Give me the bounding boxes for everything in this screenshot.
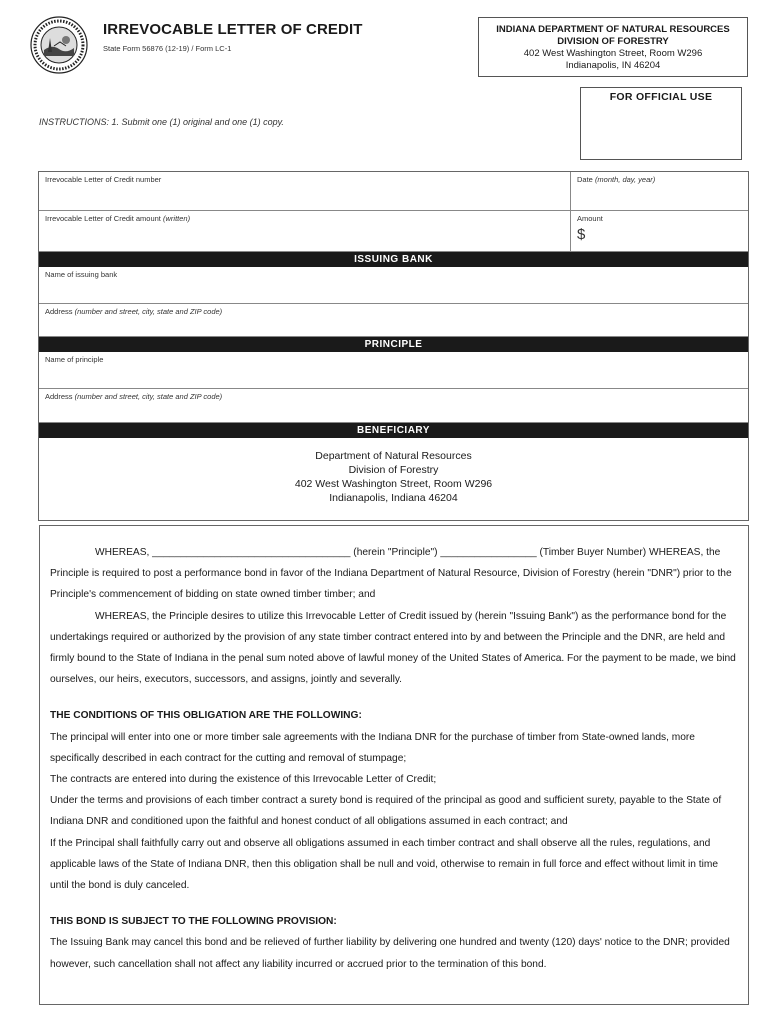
bond-terms-box — [39, 525, 749, 1005]
form-id: State Form 56876 (12-19) / Form LC-1 — [103, 44, 232, 53]
principle-name-label: Name of principle — [45, 355, 104, 364]
provision-text: The Issuing Bank may cancel this bond and be relieved of further liability by delivering one hundred and twenty (120) days' notice to the DNR; provided however, such cancellation shall not affect any liability incurred or accrued prior to the termination of this bond. — [50, 937, 730, 970]
principle-address-hint: (number and street, city, state and ZIP code) — [74, 392, 223, 401]
amount-written-field[interactable] — [39, 211, 571, 251]
bank-address-label: Address — [45, 307, 73, 316]
date-field[interactable] — [571, 172, 748, 210]
beneficiary-heading: BENEFICIARY — [39, 423, 748, 438]
condition-4: If the Principal shall faithfully carry out and observe all obligations assumed in each timber contract and shall observe all the rules, regulations, and applicable laws of the State of Indiana DNR, then this obligation shall be null and void, otherwise to remain in full force and effect without limit in time until the bond is duly canceled. — [50, 837, 719, 892]
conditions-heading: THE CONDITIONS OF THIS OBLIGATION ARE THE FOLLOWING: — [50, 710, 362, 722]
division-name: DIVISION OF FORESTRY — [557, 36, 669, 47]
bank-name-label: Name of issuing bank — [45, 270, 118, 279]
provision-heading: THIS BOND IS SUBJECT TO THE FOLLOWING PROVISION: — [50, 916, 337, 928]
dept-city: Indianapolis, IN 46204 — [565, 60, 661, 71]
amount-row — [39, 211, 748, 252]
state-seal-icon — [30, 16, 88, 74]
whereas-paragraph-1: WHEREAS, ___________________________________ (herein "Principle") _________________ (Timber Buyer Number) WHEREAS, the Principle is required to post a performance bond in favor of the Indiana Department of Natural Resource, Division of Forestry (herein "DNR") prior to the Principle's commencement of bidding on state owned timber timber; and — [50, 547, 732, 601]
official-use-label: FOR OFFICIAL USE — [609, 91, 713, 103]
bank-name-field[interactable] — [39, 267, 748, 304]
amount-label: Amount — [577, 214, 603, 223]
principle-address-field[interactable] — [39, 389, 748, 423]
condition-3: Under the terms and provisions of each timber contract a surety bond is required of the principal as good and sufficient surety, payable to the State of Indiana DNR and conditioned upon the faithful and honest conduct of all obligations assumed in each contract; and — [50, 795, 722, 828]
bank-address-hint: (number and street, city, state and ZIP code) — [74, 307, 223, 316]
beneficiary-line2: Division of Forestry — [348, 464, 439, 476]
beneficiary-address — [39, 438, 748, 505]
issuing-bank-heading: ISSUING BANK — [39, 252, 748, 267]
amount-written-hint: (written) — [163, 214, 191, 223]
bank-address-field[interactable] — [39, 304, 748, 337]
department-address-box — [478, 17, 748, 77]
beneficiary-block — [39, 438, 748, 520]
form-title: IRREVOCABLE LETTER OF CREDIT — [103, 21, 363, 38]
loc-number-row — [39, 172, 748, 211]
loc-number-label: Irrevocable Letter of Credit number — [45, 175, 162, 184]
date-hint: (month, day, year) — [594, 175, 656, 184]
principle-address-label-wrap — [39, 389, 748, 401]
form-grid — [38, 171, 749, 521]
bank-address-label-wrap — [39, 304, 748, 316]
whereas-paragraph-2: WHEREAS, the Principle desires to utilize this Irrevocable Letter of Credit issued by (herein "Issuing Bank") as the performance bond for the undertakings required or authorized by the provision of any state timber contract entered into by and between the Principle and the DNR, are held and firmly bound to the State of Indiana in the penal sum noted above of lawful money of the United States of America. For the payment to be made, we bind ourselves, our heirs, executors, successors, and assigns, jointly and severally. — [50, 610, 736, 686]
principle-heading: PRINCIPLE — [39, 337, 748, 352]
date-label: Date — [577, 175, 593, 184]
beneficiary-line3: 402 West Washington Street, Room W296 — [294, 478, 493, 490]
instructions: INSTRUCTIONS: 1. Submit one (1) original and one (1) copy. — [39, 117, 284, 127]
dept-street: 402 West Washington Street, Room W296 — [523, 48, 703, 59]
official-use-box — [580, 87, 742, 160]
amount-written-label: Irrevocable Letter of Credit amount — [45, 214, 161, 223]
principle-address-label: Address — [45, 392, 73, 401]
dept-name: INDIANA DEPARTMENT OF NATURAL RESOURCES — [496, 24, 730, 35]
principle-name-field[interactable] — [39, 352, 748, 389]
dollar-sign: $ — [577, 226, 586, 243]
beneficiary-line4: Indianapolis, Indiana 46204 — [329, 492, 458, 504]
condition-2: The contracts are entered into during the existence of this Irrevocable Letter of Credit; — [50, 774, 437, 786]
condition-1: The principal will enter into one or more timber sale agreements with the Indiana DNR for the purchase of timber from State-owned lands, more specifically described in each contract for the cutting and removal of stumpage; — [50, 731, 695, 764]
amount-field[interactable] — [571, 211, 748, 251]
loc-number-field[interactable] — [39, 172, 571, 210]
beneficiary-line1: Department of Natural Resources — [315, 450, 472, 462]
